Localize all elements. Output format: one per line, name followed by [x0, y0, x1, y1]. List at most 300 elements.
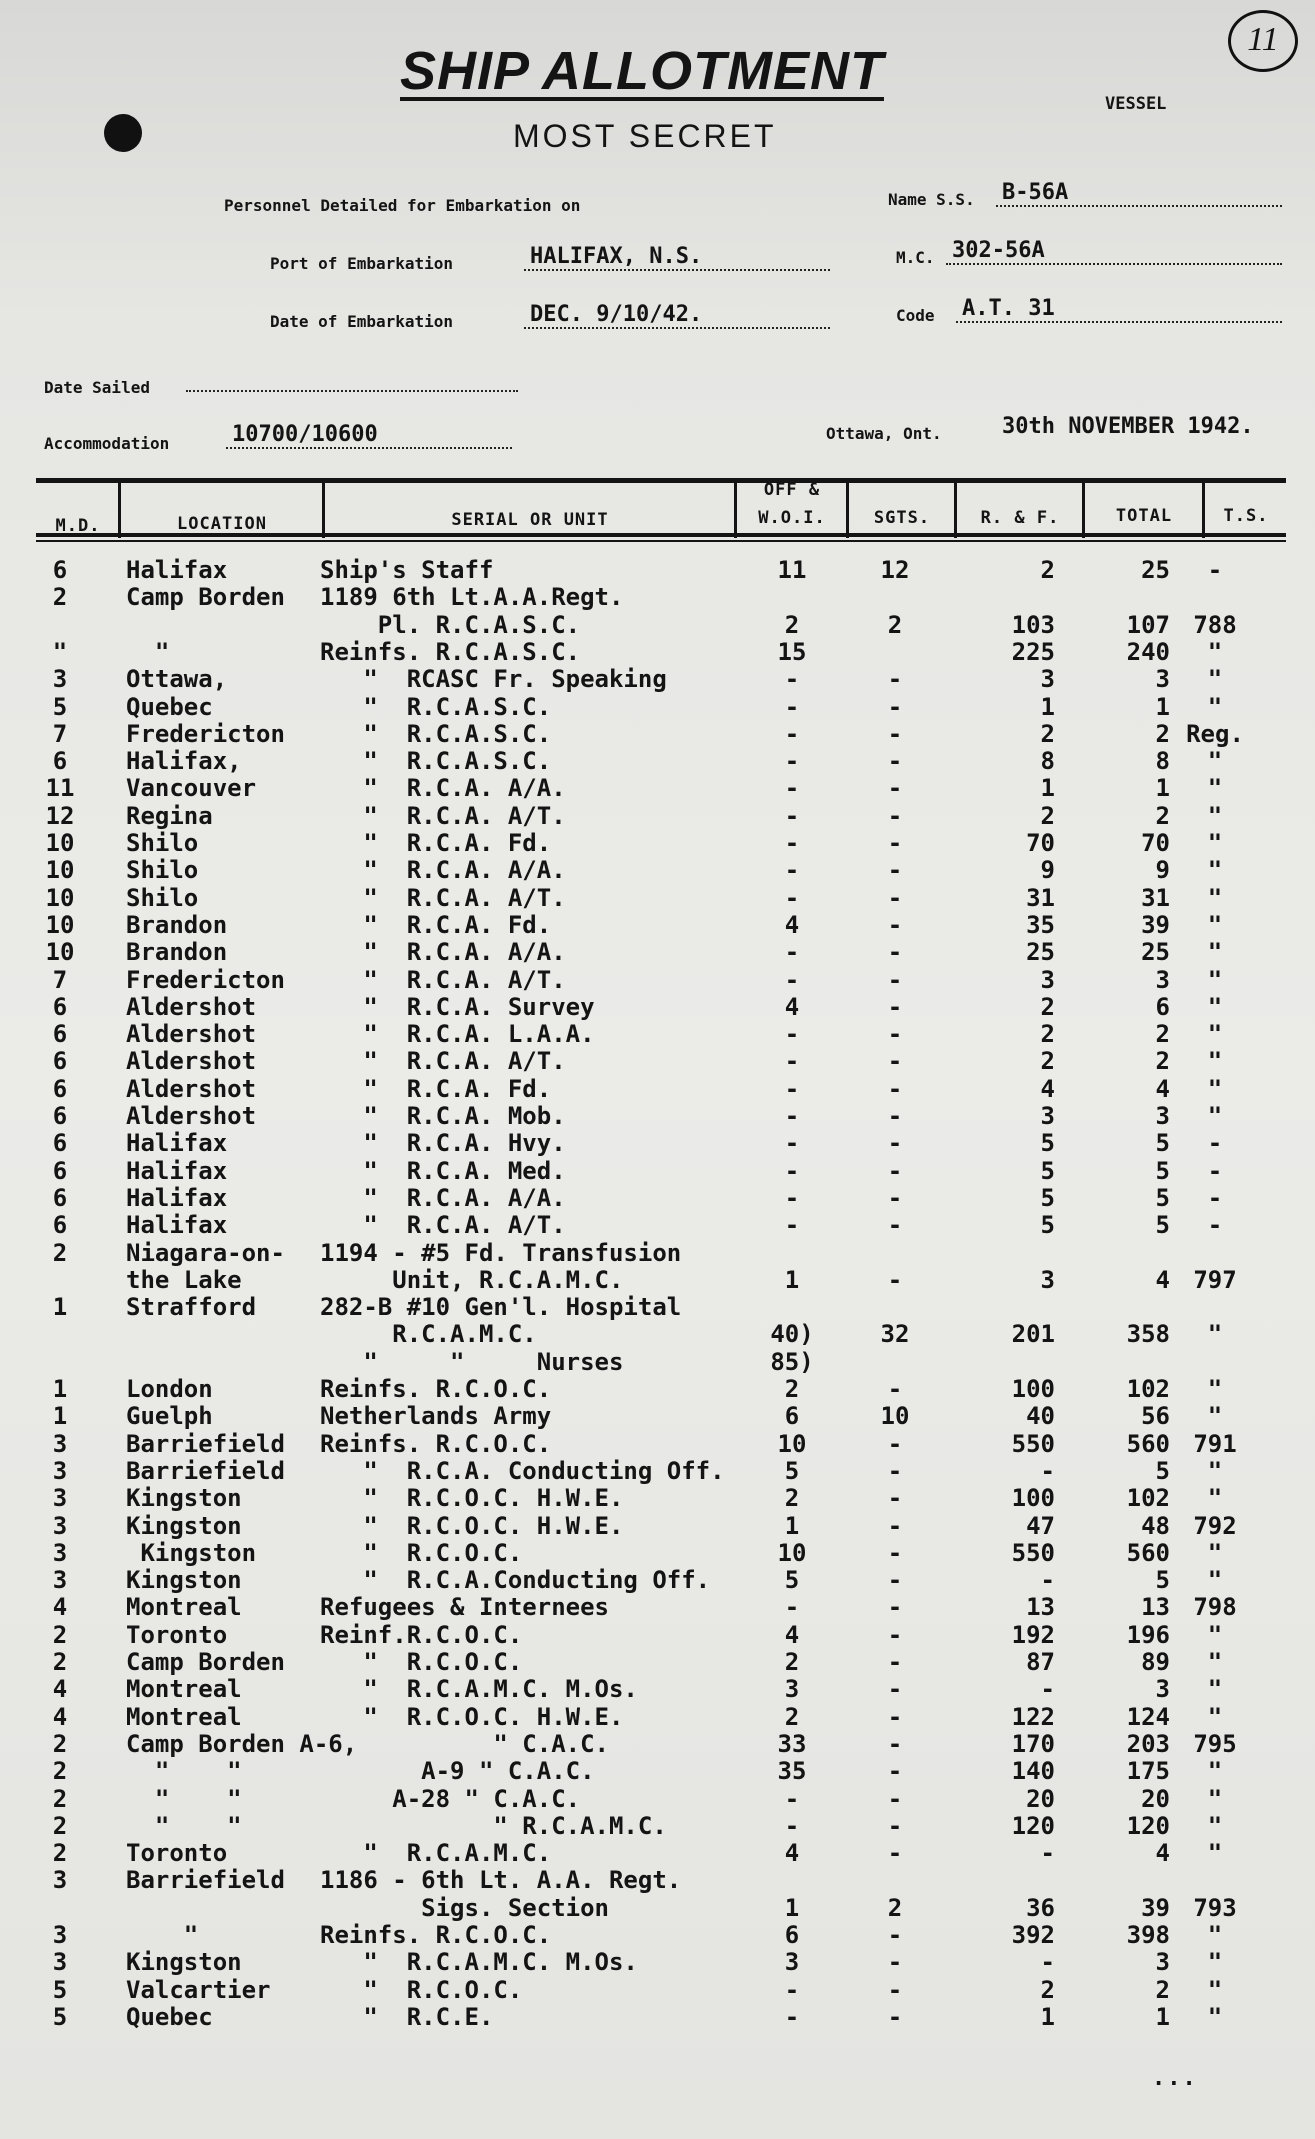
table-row [0, 1839, 1315, 1866]
cell-loc: " " [126, 1757, 242, 1786]
cell-sgt: 32 [880, 1320, 910, 1349]
cell-off: 4 [784, 992, 800, 1021]
table-row [0, 856, 1315, 883]
table-row [0, 1239, 1315, 1266]
cell-tot: 5 [1155, 1211, 1170, 1240]
cell-tot: 20 [1141, 1784, 1170, 1813]
cell-ts: " [1207, 2002, 1223, 2031]
cell-md: 3 [52, 1511, 68, 1540]
cell-md: 7 [52, 719, 68, 748]
cell-sgt: 10 [880, 1402, 910, 1431]
date-embarkation-value: DEC. 9/10/42. [524, 302, 830, 329]
cell-loc: Kingston [126, 1511, 242, 1540]
cell-ts: " [1207, 1020, 1223, 1049]
cell-sgt: - [887, 692, 903, 721]
cell-ts: " [1207, 829, 1223, 857]
cell-rf: 8 [1040, 747, 1055, 776]
cell-md: 4 [52, 1675, 68, 1704]
table-row [0, 1866, 1315, 1893]
cell-ts: " [1207, 1074, 1223, 1103]
cell-off: - [784, 665, 800, 694]
cell-off: 35 [777, 1757, 807, 1786]
cell-sgt: - [887, 1757, 903, 1786]
cell-tot: 6 [1155, 992, 1170, 1021]
cell-md: 10 [45, 938, 75, 967]
cell-ts: " [1207, 1538, 1223, 1567]
cell-sgt: - [887, 665, 903, 694]
cell-ts: " [1207, 1620, 1223, 1649]
cell-off: 3 [784, 1948, 800, 1977]
table-row [0, 1566, 1315, 1593]
cell-ser: " R.C.A. A/T. [320, 883, 566, 912]
cell-loc: Camp Borden [126, 583, 285, 612]
cell-loc: Ottawa, [126, 665, 228, 694]
cell-off: 1 [784, 1893, 800, 1922]
cell-ts: 797 [1193, 1265, 1237, 1294]
cell-off: - [784, 2002, 800, 2031]
cell-tot: 31 [1141, 883, 1170, 912]
cell-tot: 398 [1126, 1921, 1170, 1949]
cell-tot: 3 [1155, 1102, 1170, 1130]
table-row [0, 829, 1315, 856]
cell-sgt: - [887, 1074, 903, 1103]
cell-ser: " R.C.A. Med. [320, 1156, 566, 1185]
cell-ser: Sigs. Section [320, 1893, 609, 1922]
cell-rf: 36 [1026, 1893, 1055, 1922]
cell-off: - [784, 1593, 800, 1622]
cell-off: - [784, 1811, 800, 1840]
cell-rf: 2 [1040, 1020, 1055, 1049]
cell-loc: Camp Borden [126, 1648, 285, 1676]
cell-loc: Guelph [126, 1402, 213, 1431]
cell-ser: " R.C.A.M.C. M.Os. [320, 1675, 638, 1704]
cell-tot: 13 [1141, 1593, 1170, 1622]
cell-md: 3 [52, 1456, 68, 1485]
cell-ts: 791 [1193, 1429, 1237, 1458]
cell-off: 2 [784, 610, 800, 639]
cell-rf: 5 [1040, 1156, 1055, 1185]
cell-sgt: - [887, 719, 903, 748]
table-row [0, 1593, 1315, 1620]
column-divider [954, 478, 957, 538]
cell-rf: 225 [1011, 637, 1055, 666]
cell-loc: " [126, 637, 170, 666]
cell-md: 6 [52, 1129, 68, 1158]
cell-sgt: - [887, 1648, 903, 1676]
cell-off: 2 [784, 1648, 800, 1676]
cell-rf: 1 [1040, 774, 1055, 803]
cell-rf: 1 [1040, 692, 1055, 721]
table-row [0, 911, 1315, 938]
cell-loc: Regina [126, 801, 213, 830]
cell-off: - [784, 1183, 800, 1212]
table-row [0, 1512, 1315, 1539]
cell-loc: Halifax [126, 1183, 228, 1212]
table-row [0, 1184, 1315, 1211]
cell-rf: 70 [1026, 829, 1055, 857]
cell-tot: 2 [1155, 1975, 1170, 2004]
port-value: HALIFAX, N.S. [524, 244, 830, 271]
cell-rf: 3 [1040, 1102, 1055, 1130]
table-row [0, 774, 1315, 801]
cell-ts: " [1207, 801, 1223, 830]
cell-ts: " [1207, 1648, 1223, 1676]
table-row [0, 1976, 1315, 2003]
cell-ts: " [1207, 665, 1223, 694]
document-date: 30th NOVEMBER 1942. [1002, 414, 1254, 439]
cell-ts: 793 [1193, 1893, 1237, 1922]
cell-off: 10 [777, 1429, 807, 1458]
cell-off: 2 [784, 1484, 800, 1513]
table-header-rule-2 [36, 540, 1286, 542]
cell-loc: " " [126, 1811, 242, 1840]
cell-tot: 56 [1141, 1402, 1170, 1431]
cell-ts: " [1207, 1375, 1223, 1403]
cell-sgt: - [887, 1375, 903, 1403]
table-row [0, 1812, 1315, 1839]
code-value: A.T. 31 [956, 296, 1282, 323]
cell-tot: 4 [1155, 1074, 1170, 1103]
cell-tot: 1 [1155, 774, 1170, 803]
cell-sgt: - [887, 2002, 903, 2031]
cell-sgt: - [887, 1484, 903, 1513]
cell-loc: Montreal [126, 1593, 242, 1622]
cell-sgt: - [887, 1566, 903, 1595]
cell-sgt: - [887, 1211, 903, 1240]
cell-tot: 120 [1126, 1811, 1170, 1840]
table-row [0, 993, 1315, 1020]
cell-tot: 2 [1155, 719, 1170, 748]
cell-sgt: - [887, 1156, 903, 1185]
table-row [0, 1075, 1315, 1102]
cell-ser: " R.C.A.M.C. [320, 1811, 667, 1840]
table-row [0, 747, 1315, 774]
cell-off: 15 [777, 637, 807, 666]
cell-ts: " [1207, 1784, 1223, 1813]
cell-md: 2 [52, 1757, 68, 1786]
cell-tot: 102 [1126, 1484, 1170, 1513]
cell-ser: 282-B #10 Gen'l. Hospital [320, 1293, 682, 1322]
cell-md: 1 [52, 1293, 68, 1322]
cell-rf: 2 [1040, 719, 1055, 748]
cell-rf: 3 [1040, 1265, 1055, 1294]
cell-rf: 100 [1011, 1484, 1055, 1513]
cell-tot: 102 [1126, 1375, 1170, 1403]
cell-off: 2 [784, 1702, 800, 1731]
cell-loc: London [126, 1375, 213, 1403]
cell-ser: Netherlands Army [320, 1402, 552, 1431]
cell-off: - [784, 719, 800, 748]
cell-off: - [784, 1975, 800, 2004]
cell-off: 6 [784, 1921, 800, 1949]
cell-ser: Refugees & Internees [320, 1593, 609, 1622]
table-row [0, 1430, 1315, 1457]
cell-ts: " [1207, 1948, 1223, 1977]
cell-tot: 107 [1126, 610, 1170, 639]
port-label: Port of Embarkation [270, 254, 454, 273]
cell-tot: 4 [1155, 1265, 1170, 1294]
cell-ts: " [1207, 774, 1223, 803]
cell-rf: 20 [1026, 1784, 1055, 1813]
cell-rf: 100 [1011, 1375, 1055, 1403]
cell-ser: " R.C.O.C. [320, 1538, 523, 1567]
cell-tot: 4 [1155, 1839, 1170, 1868]
cell-rf: 120 [1011, 1811, 1055, 1840]
column-divider [1082, 478, 1085, 538]
table-row [0, 1921, 1315, 1948]
column-divider [734, 478, 737, 538]
cell-ser: Reinfs. R.C.O.C. [320, 1921, 552, 1949]
cell-ts: " [1207, 856, 1223, 885]
page-title: SHIP ALLOTMENT [400, 41, 884, 101]
cell-ts: " [1207, 1566, 1223, 1595]
col-total-header: TOTAL [1115, 506, 1173, 526]
cell-off: 5 [784, 1456, 800, 1485]
personnel-label: Personnel Detailed for Embarkation on [224, 196, 581, 215]
continuation-marker: ... [1152, 2066, 1198, 2091]
table-row [0, 1785, 1315, 1812]
cell-ser: " C.A.C. [320, 1729, 609, 1758]
cell-sgt: - [887, 1102, 903, 1130]
col-md-header: M.D. [55, 516, 101, 536]
cell-off: 40) [770, 1320, 814, 1349]
cell-sgt: - [887, 1047, 903, 1076]
cell-sgt: - [887, 1538, 903, 1567]
cell-rf: 35 [1026, 910, 1055, 939]
cell-ts: " [1207, 692, 1223, 721]
cell-sgt: - [887, 1183, 903, 1212]
table-row [0, 1894, 1315, 1921]
cell-tot: 3 [1155, 965, 1170, 994]
cell-sgt: - [887, 1020, 903, 1049]
cell-loc: Halifax [126, 556, 228, 584]
cell-loc: Barriefield [126, 1429, 285, 1458]
cell-tot: 39 [1141, 910, 1170, 939]
cell-sgt: 2 [887, 610, 903, 639]
cell-loc: Montreal [126, 1702, 242, 1731]
cell-rf: 550 [1011, 1538, 1055, 1567]
cell-loc: Strafford [126, 1293, 257, 1322]
cell-rf: 13 [1026, 1593, 1055, 1622]
cell-ts: " [1207, 1320, 1223, 1349]
ship-name-value: B-56A [996, 180, 1282, 207]
cell-sgt: - [887, 1129, 903, 1158]
cell-tot: 8 [1155, 747, 1170, 776]
cell-sgt: - [887, 1593, 903, 1622]
cell-ts: - [1207, 1183, 1223, 1212]
cell-ts: " [1207, 965, 1223, 994]
cell-loc: Aldershot [126, 1074, 257, 1103]
cell-ts: " [1207, 1975, 1223, 2004]
table-row [0, 938, 1315, 965]
cell-ser: " R.C.A. A/A. [320, 938, 566, 967]
cell-rf: 25 [1026, 938, 1055, 967]
cell-sgt: - [887, 1429, 903, 1458]
cell-ts: 795 [1193, 1729, 1237, 1758]
cell-off: 85) [770, 1347, 814, 1376]
cell-off: - [784, 692, 800, 721]
cell-ser: " R.C.A. A/A. [320, 856, 566, 885]
cell-tot: 25 [1141, 938, 1170, 967]
cell-sgt: - [887, 1265, 903, 1294]
cell-ts: " [1207, 1402, 1223, 1431]
cell-md: 6 [52, 556, 68, 584]
table-row [0, 1484, 1315, 1511]
cell-ts: " [1207, 1839, 1223, 1868]
cell-rf: 2 [1040, 1975, 1055, 2004]
cell-md: 2 [52, 1729, 68, 1758]
cell-sgt: - [887, 1975, 903, 2004]
cell-rf: 103 [1011, 610, 1055, 639]
cell-md: 3 [52, 1866, 68, 1895]
cell-off: - [784, 883, 800, 912]
column-divider [118, 478, 121, 538]
date-sailed-label: Date Sailed [44, 378, 150, 397]
cell-sgt: - [887, 1702, 903, 1731]
cell-off: - [784, 1074, 800, 1103]
column-divider [846, 478, 849, 538]
cell-loc: Halifax [126, 1129, 228, 1158]
cell-ts: " [1207, 1702, 1223, 1731]
cell-tot: 358 [1126, 1320, 1170, 1349]
table-row [0, 1402, 1315, 1429]
cell-rf: 31 [1026, 883, 1055, 912]
cell-ser: " R.C.O.C. H.W.E. [320, 1484, 624, 1513]
table-row [0, 1730, 1315, 1757]
cell-ser: " R.C.A. A/T. [320, 1211, 566, 1240]
cell-tot: 3 [1155, 1675, 1170, 1704]
cell-rf: 5 [1040, 1211, 1055, 1240]
cell-md: 12 [45, 801, 75, 830]
cell-sgt: - [887, 774, 903, 803]
cell-rf: 87 [1026, 1648, 1055, 1676]
cell-off: 2 [784, 1375, 800, 1403]
classification-marking: MOST SECRET [513, 118, 777, 154]
cell-tot: 5 [1155, 1183, 1170, 1212]
cell-loc: Vancouver [126, 774, 257, 803]
cell-ser: " R.C.A. A/A. [320, 1183, 566, 1212]
table-row [0, 1266, 1315, 1293]
cell-rf: 392 [1011, 1921, 1055, 1949]
cell-loc: the Lake [126, 1265, 242, 1294]
table-row [0, 1539, 1315, 1566]
table-row [0, 802, 1315, 829]
table-row [0, 1102, 1315, 1129]
cell-rf: 550 [1011, 1429, 1055, 1458]
cell-md: 2 [52, 1620, 68, 1649]
cell-ts: 792 [1193, 1511, 1237, 1540]
cell-md: 2 [52, 583, 68, 612]
cell-loc: Aldershot [126, 1020, 257, 1049]
cell-md: 5 [52, 1975, 68, 2004]
table-row [0, 2003, 1315, 2030]
cell-rf: 2 [1040, 1047, 1055, 1076]
code-label: Code [896, 306, 935, 325]
cell-tot: 2 [1155, 1020, 1170, 1049]
cell-sgt: - [887, 1921, 903, 1949]
cell-sgt: 2 [887, 1893, 903, 1922]
cell-md: 10 [45, 856, 75, 885]
cell-rf: 201 [1011, 1320, 1055, 1349]
cell-rf: 2 [1040, 556, 1055, 584]
col-sgts-header: SGTS. [873, 508, 931, 528]
table-row [0, 1703, 1315, 1730]
cell-off: - [784, 1047, 800, 1076]
cell-loc: " [126, 1921, 199, 1949]
cell-md: 10 [45, 883, 75, 912]
cell-ts: " [1207, 938, 1223, 967]
cell-ser: " R.C.A.Conducting Off. [320, 1566, 711, 1595]
cell-sgt: - [887, 856, 903, 885]
table-row [0, 1621, 1315, 1648]
cell-rf: - [1040, 1839, 1055, 1868]
cell-sgt: - [887, 1948, 903, 1977]
cell-off: - [784, 1784, 800, 1813]
cell-ser: A-28 " C.A.C. [320, 1784, 581, 1813]
cell-ser: A-9 " C.A.C. [320, 1757, 595, 1786]
cell-loc: Kingston [126, 1948, 242, 1977]
cell-loc: Kingston [126, 1484, 242, 1513]
cell-tot: 5 [1155, 1156, 1170, 1185]
cell-tot: 1 [1155, 692, 1170, 721]
cell-ser: " R.C.A.S.C. [320, 747, 552, 776]
cell-ser: " R.C.O.C. [320, 1975, 523, 2004]
cell-md: 6 [52, 1074, 68, 1103]
cell-rf: 40 [1026, 1402, 1055, 1431]
folio-number: 11 [1228, 10, 1298, 72]
cell-off: 3 [784, 1675, 800, 1704]
cell-sgt: - [887, 883, 903, 912]
cell-sgt: - [887, 1620, 903, 1649]
cell-ts: " [1207, 1102, 1223, 1130]
cell-loc: Fredericton [126, 719, 285, 748]
table-row [0, 611, 1315, 638]
accommodation-value: 10700/10600 [226, 422, 512, 449]
cell-ser: " R.C.A. Conducting Off. [320, 1456, 725, 1485]
cell-md: " [52, 637, 68, 666]
cell-off: - [784, 747, 800, 776]
cell-ts: 798 [1193, 1593, 1237, 1622]
cell-ser: R.C.A.M.C. [320, 1320, 537, 1349]
cell-tot: 70 [1141, 829, 1170, 857]
table-row [0, 1129, 1315, 1156]
cell-sgt: - [887, 1784, 903, 1813]
cell-loc: Fredericton [126, 965, 285, 994]
cell-sgt: - [887, 801, 903, 830]
table-row [0, 583, 1315, 610]
table-row [0, 966, 1315, 993]
cell-loc: Halifax [126, 1211, 228, 1240]
cell-md: 5 [52, 2002, 68, 2031]
cell-md: 6 [52, 1020, 68, 1049]
cell-rf: - [1040, 1675, 1055, 1704]
cell-ser: " R.C.A.M.C. [320, 1839, 552, 1868]
cell-off: 11 [777, 556, 807, 584]
cell-tot: 196 [1126, 1620, 1170, 1649]
col-ts-header: T.S. [1223, 506, 1269, 526]
vessel-label: VESSEL [1105, 94, 1167, 114]
cell-md: 10 [45, 910, 75, 939]
cell-loc: Niagara-on- [126, 1238, 285, 1267]
cell-loc: Halifax, [126, 747, 242, 776]
cell-loc: Brandon [126, 938, 228, 967]
cell-tot: 89 [1141, 1648, 1170, 1676]
cell-ser: " R.C.A. A/T. [320, 1047, 566, 1076]
cell-rf: 5 [1040, 1183, 1055, 1212]
cell-off: 1 [784, 1265, 800, 1294]
table-row [0, 1757, 1315, 1784]
cell-sgt: - [887, 965, 903, 994]
